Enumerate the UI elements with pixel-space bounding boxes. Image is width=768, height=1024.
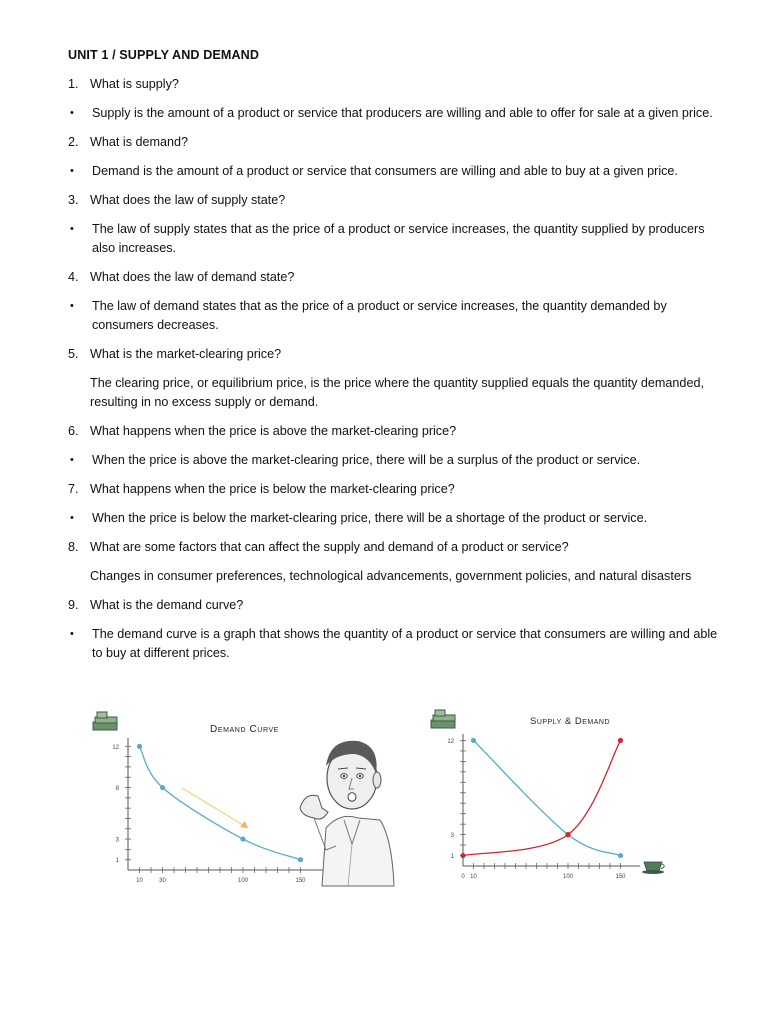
question-text: What is supply?: [90, 77, 179, 91]
supply-demand-figure: [428, 708, 678, 890]
list-item: [68, 538, 728, 557]
answer-text: The demand curve is a graph that shows the quantity of a product or service that consumers are willing and able to buy at different prices.: [92, 627, 718, 660]
question-text: What does the law of demand state?: [90, 270, 295, 284]
list-item: [68, 345, 728, 364]
tick-labels: [112, 745, 306, 884]
data-point: [240, 836, 245, 841]
list-item: [68, 104, 728, 123]
bullet-marker: •: [70, 454, 74, 466]
list-item: [68, 567, 728, 586]
answer-text: The clearing price, or equilibrium price, is the price where the quantity supplied equals the quantity demanded, resulting in no excess supply or demand.: [90, 376, 704, 409]
list-item: [68, 422, 728, 441]
list-item: [68, 133, 728, 152]
bullet-marker: •: [70, 165, 74, 177]
series-group: [460, 738, 623, 858]
question-text: What is the market-clearing price?: [90, 347, 282, 361]
answer-text: Demand is the amount of a product or service that consumers are willing and able to buy at a given price.: [92, 164, 678, 178]
list-item: [68, 509, 728, 528]
data-point: [618, 853, 623, 858]
bullet-marker: •: [70, 300, 74, 312]
x-tick-label: 0: [461, 874, 465, 880]
x-tick-label: 30: [159, 878, 166, 884]
bullet-marker: •: [70, 512, 74, 524]
answer-text: Supply is the amount of a product or service that producers are willing and able to offer for sale at a given price.: [92, 106, 713, 120]
x-tick-label: 10: [136, 878, 143, 884]
answer-text: Changes in consumer preferences, technological advancements, government policies, and natural disasters: [90, 569, 692, 583]
cartoon-man-illustration: [300, 741, 394, 886]
y-tick-label: 1: [450, 854, 454, 861]
answer-text: When the price is above the market-clearing price, there will be a surplus of the product or service.: [92, 453, 641, 467]
series-group: [137, 744, 303, 863]
direction-arrow: [182, 788, 248, 828]
data-point: [137, 744, 142, 749]
y-tick-label: 8: [115, 786, 119, 793]
data-point: [618, 738, 623, 743]
x-tick-label: 100: [237, 878, 249, 884]
question-number: 7.: [68, 482, 79, 496]
x-tick-label: 150: [295, 878, 306, 884]
list-item: [68, 75, 728, 94]
question-number: 8.: [68, 540, 79, 554]
question-list: [68, 75, 728, 663]
data-point: [160, 785, 165, 790]
data-point: [565, 832, 570, 837]
chart-title: Supply & Demand: [530, 716, 611, 727]
list-item: [68, 596, 728, 615]
question-number: 4.: [68, 270, 79, 284]
x-tick-label: 100: [562, 874, 574, 880]
document: [68, 46, 728, 673]
question-number: 2.: [68, 135, 79, 149]
coffee-cup-icon: [642, 862, 664, 874]
list-item: [68, 625, 728, 663]
chart-title: Demand Curve: [210, 724, 280, 735]
data-point: [460, 853, 465, 858]
list-item: [68, 480, 728, 499]
answer-text: The law of demand states that as the price of a product or service increases, the quantity demanded by consumers decreases.: [92, 299, 667, 332]
list-item: [68, 162, 728, 181]
question-text: What are some factors that can affect the supply and demand of a product or service?: [90, 540, 569, 554]
list-item: [68, 268, 728, 287]
series-line: [140, 746, 301, 859]
question-text: What does the law of supply state?: [90, 193, 286, 207]
list-item: [68, 374, 728, 412]
y-tick-label: 12: [112, 744, 119, 751]
bullet-marker: •: [70, 107, 74, 119]
document-title: UNIT 1 / SUPPLY AND DEMAND: [68, 48, 260, 62]
axis-ticks: [125, 746, 301, 873]
question-number: 1.: [68, 77, 79, 91]
x-tick-label: 150: [615, 874, 626, 880]
question-number: 6.: [68, 424, 79, 438]
list-item: [68, 297, 728, 335]
list-item: [68, 191, 728, 210]
answer-text: When the price is below the market-clearing price, there will be a shortage of the product or service.: [92, 511, 648, 525]
question-text: What happens when the price is above the market-clearing price?: [90, 424, 457, 438]
money-stack-icon: [93, 712, 117, 730]
bullet-marker: •: [70, 628, 74, 640]
data-point: [471, 738, 476, 743]
y-tick-label: 1: [115, 858, 119, 865]
x-tick-label: 10: [470, 874, 477, 880]
demand-curve-figure: [90, 708, 422, 890]
question-number: 5.: [68, 347, 79, 361]
question-number: 9.: [68, 598, 79, 612]
series-line: [474, 740, 621, 855]
y-tick-label: 3: [450, 833, 454, 840]
answer-text: The law of supply states that as the price of a product or service increases, the quantity supplied by producers also increases.: [92, 222, 705, 255]
question-text: What is demand?: [90, 135, 189, 149]
y-tick-label: 12: [447, 738, 454, 745]
list-item: [68, 220, 728, 258]
list-item: [68, 451, 728, 470]
question-number: 3.: [68, 193, 79, 207]
y-tick-label: 3: [115, 837, 119, 844]
question-text: What happens when the price is below the market-clearing price?: [90, 482, 455, 496]
tick-labels: [447, 739, 626, 880]
data-point: [298, 857, 303, 862]
question-text: What is the demand curve?: [90, 598, 244, 612]
bullet-marker: •: [70, 223, 74, 235]
series-line: [463, 740, 621, 855]
money-stack-icon: [431, 710, 455, 728]
